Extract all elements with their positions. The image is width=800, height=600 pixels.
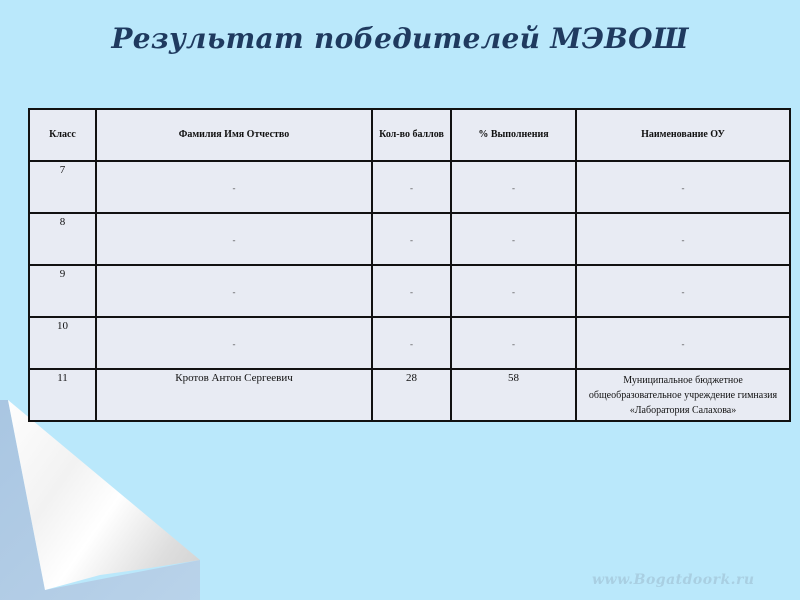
score-value: - [410, 339, 413, 349]
results-table-container [28, 108, 789, 422]
header-full-name: Фамилия Имя Отчество [96, 109, 372, 161]
cell-percent [451, 161, 576, 213]
school-name [577, 370, 789, 418]
name-value: - [232, 287, 236, 297]
name-value: Кротов Антон Сергеевич [175, 372, 293, 384]
cell-percent [451, 369, 576, 421]
cell-score [372, 213, 451, 265]
cell-school [576, 369, 790, 421]
name-value: - [232, 339, 236, 349]
grade-value: 11 [57, 372, 68, 384]
cell-score [372, 317, 451, 369]
cell-score [372, 369, 451, 421]
cell-name [96, 369, 372, 421]
cell-grade [29, 265, 96, 317]
cell-name [96, 213, 372, 265]
grade-value: 9 [59, 268, 66, 280]
score-value: - [410, 183, 413, 193]
watermark-text: www.Bogatdoork.ru [592, 572, 755, 588]
name-value: - [232, 183, 236, 193]
results-table [28, 108, 791, 422]
school-value: - [681, 235, 685, 245]
cell-percent [451, 213, 576, 265]
score-value: 28 [406, 372, 417, 384]
percent-value: - [512, 339, 515, 349]
cell-grade [29, 213, 96, 265]
cell-score [372, 265, 451, 317]
table-row [29, 213, 790, 265]
cell-school [576, 265, 790, 317]
table-row [29, 265, 790, 317]
school-line-3: «Лаборатория Салахова» [629, 405, 737, 416]
header-school: Наименование ОУ [576, 109, 790, 161]
school-line-1: Муниципальное бюджетное [623, 375, 743, 386]
table-row [29, 161, 790, 213]
cell-school [576, 161, 790, 213]
grade-value: 7 [59, 164, 66, 176]
school-value: - [681, 339, 685, 349]
grade-value: 10 [57, 320, 68, 332]
table-row [29, 369, 790, 421]
grade-value: 8 [59, 216, 66, 228]
cell-grade [29, 317, 96, 369]
score-value: - [410, 287, 413, 297]
header-grade: Класс [29, 109, 96, 161]
cell-name [96, 317, 372, 369]
header-score [372, 109, 451, 161]
percent-value: - [512, 287, 515, 297]
table-row [29, 317, 790, 369]
school-value: - [681, 287, 685, 297]
cell-school [576, 213, 790, 265]
header-percent: % Выполнения [451, 109, 576, 161]
cell-grade [29, 161, 96, 213]
cell-grade [29, 369, 96, 421]
score-value: - [410, 235, 413, 245]
header-score-label: Кол-во баллов [379, 129, 444, 140]
cell-name [96, 161, 372, 213]
cell-percent [451, 317, 576, 369]
school-value: - [681, 183, 685, 193]
percent-value: - [512, 183, 515, 193]
percent-value: 58 [508, 372, 519, 384]
name-value: - [232, 235, 236, 245]
school-line-2: общеобразовательное учреждение гимназия [588, 390, 778, 401]
cell-score [372, 161, 451, 213]
cell-school [576, 317, 790, 369]
percent-value: - [512, 235, 515, 245]
cell-name [96, 265, 372, 317]
slide-title: Результат победителей МЭВОШ [111, 22, 689, 55]
cell-percent [451, 265, 576, 317]
table-header-row [29, 109, 790, 161]
